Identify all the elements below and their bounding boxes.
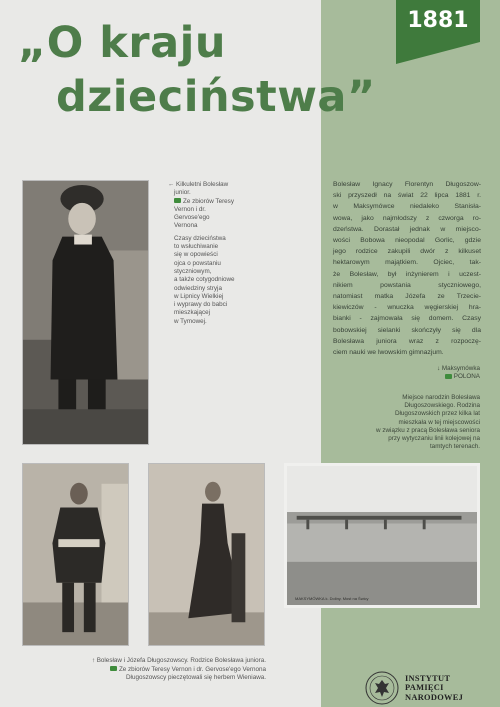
- camera-icon: [110, 666, 117, 671]
- bio-line: wości Bobowa nieopodal Gorlic, gdzie: [333, 237, 481, 245]
- caption-line: ← Kilkuletni Bolesław: [168, 181, 229, 188]
- bio-line: hektarowym majątkiem. Ojciec, tak-: [333, 259, 481, 267]
- bio-line: kiewiczów - wnuczka węgierskiej hra-: [333, 304, 481, 312]
- story-line: Czasy dzieciństwa: [174, 234, 226, 242]
- caption-line: junior.: [174, 189, 191, 197]
- title-line-1: „O kraju: [18, 18, 226, 68]
- logo-line: NARODOWEJ: [405, 692, 464, 702]
- caption-line: Długoszowscy pieczętowali się herbem Wieniawa.: [126, 674, 266, 682]
- bio-line: natomiast matka Józefa ze Trzecie-: [333, 293, 481, 301]
- camera-icon: [445, 374, 452, 379]
- ipn-eagle-seal-icon: [365, 671, 399, 705]
- story-line: to wsłuchiwanie: [174, 243, 219, 251]
- desc-line: Długoszowskich przez kilka lat: [394, 410, 480, 418]
- bio-line: bobowskiej sielanki skończyły się dla: [333, 326, 481, 334]
- logo-line: PAMIĘCI: [405, 683, 444, 693]
- bio-line: w Maksymówce niedaleko Stanisła-: [333, 203, 481, 211]
- story-line: się w opowieści: [174, 251, 218, 259]
- caption-source: Vernona: [174, 222, 198, 230]
- caption-source: Vernon i dr. Gervose'ego: [174, 205, 210, 222]
- title-line-2: dzieciństwa”: [56, 72, 376, 122]
- bio-line: wowa, jako najmłodszy z czworga ro-: [333, 214, 481, 222]
- desc-line: Miejsce narodzin Bolesława: [402, 394, 480, 401]
- story-line: i wyprawy do babci: [174, 301, 228, 309]
- caption-source: Ze zbiorów Teresy Vernon i dr. Gervose'ego Vernona: [118, 665, 266, 673]
- ipn-wordmark: [405, 674, 463, 702]
- maksymowka-title: ↓ Maksymówka: [436, 365, 480, 372]
- bio-line: że Bolesław, był inżynierem i uczest-: [333, 270, 481, 278]
- page-title: [18, 16, 376, 124]
- story-line: odwiedziny stryja: [174, 284, 222, 292]
- desc-line: przy wytyczaniu linii kolejowej na: [388, 435, 480, 443]
- logo-line: INSTYTUT: [405, 674, 451, 683]
- bridge-photo-caption: MAKSYMÓWKA k. Doliny. Most na Świcy: [295, 596, 369, 601]
- desc-line: mieszkała w tej miejscowości: [398, 418, 480, 426]
- photo1-caption: [168, 181, 238, 326]
- year-badge: 1881: [396, 0, 480, 42]
- bio-line: bianki - zajmowała się domem. Czasy: [333, 315, 481, 323]
- story-line: ojca o powstaniu: [174, 259, 221, 267]
- photo-mother: [148, 463, 265, 646]
- desc-line: Długoszowskiego. Rodzina: [404, 402, 480, 410]
- ipn-logo: [365, 671, 485, 707]
- story-line: w Tymowej.: [174, 317, 207, 325]
- bio-line: dzeństwa. Dorastał jednak w miejsco-: [333, 225, 481, 233]
- photo-young-boleslaw: [22, 180, 149, 445]
- photo-father: [22, 463, 129, 646]
- bio-line: ciem nauki we lwowskim gimnazjum.: [333, 349, 444, 357]
- bio-line: Bolesława juniora wraz z rozpoczę-: [333, 337, 481, 345]
- desc-line: w związku z pracą Bolesława seniora: [376, 426, 480, 434]
- story-line: w Lipnicy Wielkiej: [174, 292, 224, 300]
- bio-line: nikiem powstania styczniowego,: [333, 281, 481, 289]
- camera-icon: [174, 198, 181, 203]
- biography-text: [333, 179, 481, 358]
- caption-line: ↑ Bolesław i Józefa Długoszowscy. Rodzice Bolesława juniora.: [91, 657, 266, 664]
- parents-caption: [92, 657, 266, 683]
- maksymowka-description: [340, 394, 480, 451]
- bio-line: jego rodzice zakupili dwór z kilkuset: [333, 248, 481, 256]
- desc-line: tamtych terenach.: [429, 443, 480, 451]
- maksymowka-caption: [437, 365, 480, 382]
- story-line: a także cotygodniowe: [174, 276, 235, 284]
- maksymowka-source: POLONA: [453, 373, 480, 381]
- bio-line: Bolesław Ignacy Florentyn Długoszow-: [333, 181, 481, 188]
- bio-line: ski przyszedł na świat 22 lipca 1881 r.: [333, 192, 481, 200]
- photo-maksymowka-bridge: [284, 463, 480, 608]
- caption-source: Ze zbiorów Teresy: [183, 197, 234, 205]
- story-line: mieszkającej: [174, 309, 211, 317]
- story-line: styczniowym,: [174, 267, 212, 275]
